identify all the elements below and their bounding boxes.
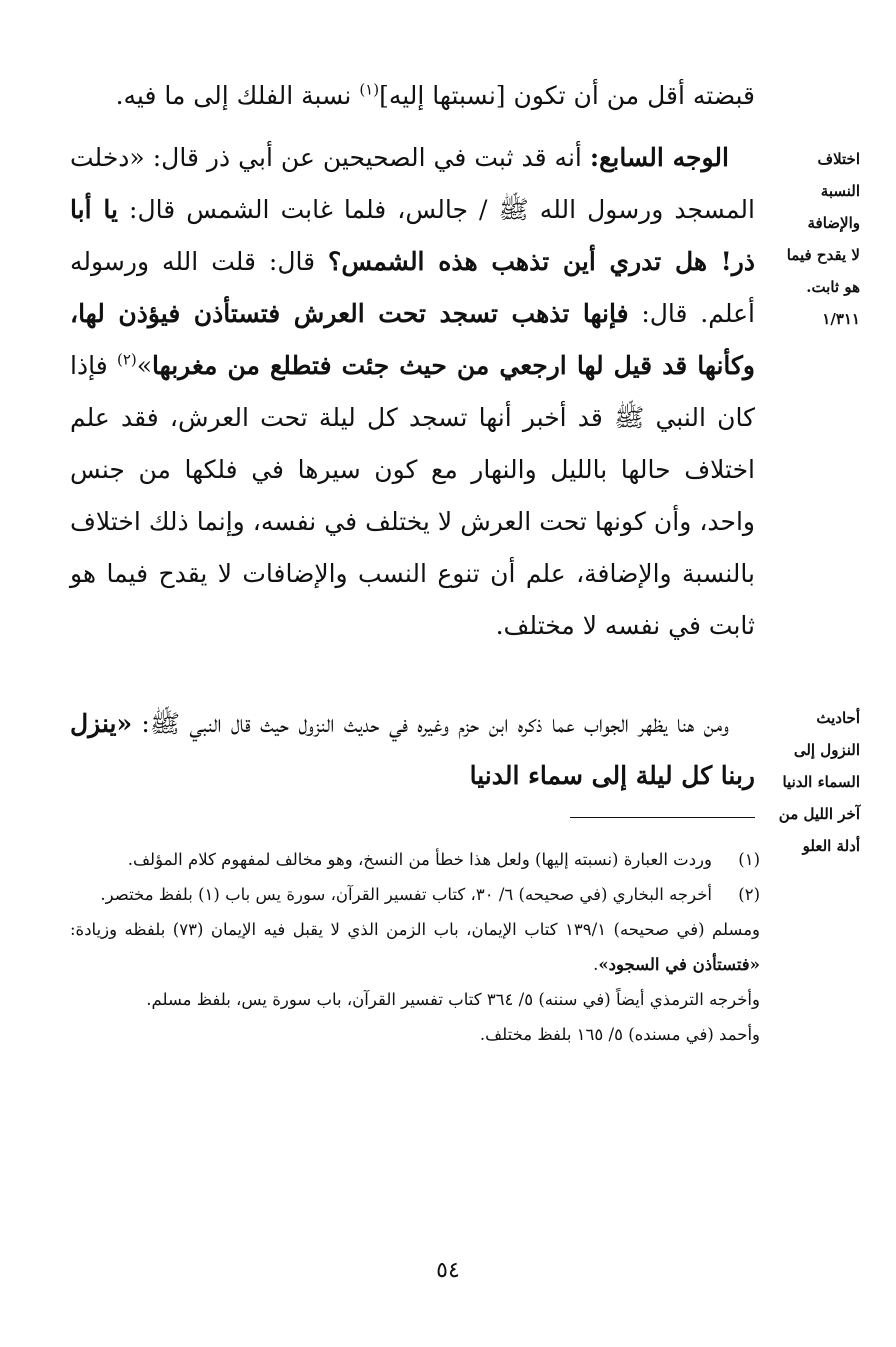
manuscript-folio-ref: ١/٣١١ <box>822 310 860 328</box>
footnotes <box>70 842 760 1052</box>
footnote-separator <box>570 817 755 818</box>
section-heading: الوجه السابع: <box>589 143 729 172</box>
main-text-nuzul <box>70 698 755 802</box>
footnote-2-ahmad: وأحمد (في مسنده) ٥/ ١٦٥ بلفظ مختلف. <box>479 1025 760 1044</box>
main-text-section-7 <box>70 132 755 652</box>
footnote-2-tirmidhi: وأخرجه الترمذي أيضاً (في سننه) ٥/ ٣٦٤ كتاب تفسير القرآن، باب سورة يس، بلفظ مسلم. <box>146 990 760 1009</box>
footnote-2-muslim: ومسلم (في صحيحه) ١٣٩/١ كتاب الإيمان، باب الزمن الذي لا يقبل فيه الإيمان (٧٣) بلفظه وزيادة: «فتستأذن في السجود». <box>70 920 761 974</box>
main-text-top <box>70 70 755 122</box>
footnote-ref-1[interactable]: (١) <box>359 80 380 99</box>
footnote-ref-2[interactable]: (٢) <box>116 350 137 369</box>
paragraph-seventh-aspect: الوجه السابع: أنه قد ثبت في الصحيحين عن أبي ذر قال: «دخلت المسجد ورسول الله ﷺ / جالس، فلما غابت الشمس قال: يا أبا ذر! هل تدري أين تذهب هذه الشمس؟ قال: قلت الله ورسوله أعلم. قال: فإنها تذهب تسجد تحت العرش فتستأذن فيؤذن لها، وكأنها قد قيل لها ارجعي من حيث جئت فتطلع من مغربها»$^{(٢)}$ فإذا كان النبي ﷺ قد أخبر أنها تسجد كل ليلة تحت العرش، فقد علم اختلاف حالها بالليل والنهار مع كون سيرها في فلكها من جنس واحد، وأن كونها تحت العرش لا يختلف في نفسه، وإنما ذلك اختلاف بالنسبة والإضافة، علم أن تنوع النسب والإضافات لا يقدح فيما هو ثابت في نفسه لا مختلف. <box>70 143 755 640</box>
footnote-2: (٢) أخرجه البخاري (في صحيحه) ٦/ ٣٠، كتاب تفسير القرآن، سورة يس باب (١) بلفظ مختصر. <box>100 885 760 904</box>
paragraph-nuzul: ومن هنا يظهر الجواب عما ذكره ابن حزم وغيره في حديث النزول حيث قال النبي ﷺ: «ينزل ربنا كل ليلة إلى سماء الدنيا <box>70 709 755 790</box>
margin-note-relation: اختلاف النسبة والإضافة لا يقدح فيما هو ثابت. ١/٣١١ <box>768 143 860 335</box>
page-number: ٥٤ <box>436 1258 460 1283</box>
paragraph-continuation: قبضته أقل من أن تكون [نسبتها إليه]$^{(١)}$ نسبة الفلك إلى ما فيه. <box>115 80 755 110</box>
footnote-1: (١) وردت العبارة (نسبته إليها) ولعل هذا خطأ من النسخ، وهو مخالف لمفهوم كلام المؤلف. <box>127 850 760 869</box>
margin-note-nuzul: أحاديث النزول إلى السماء الدنيا آخر الليل من أدلة العلو <box>778 709 860 855</box>
